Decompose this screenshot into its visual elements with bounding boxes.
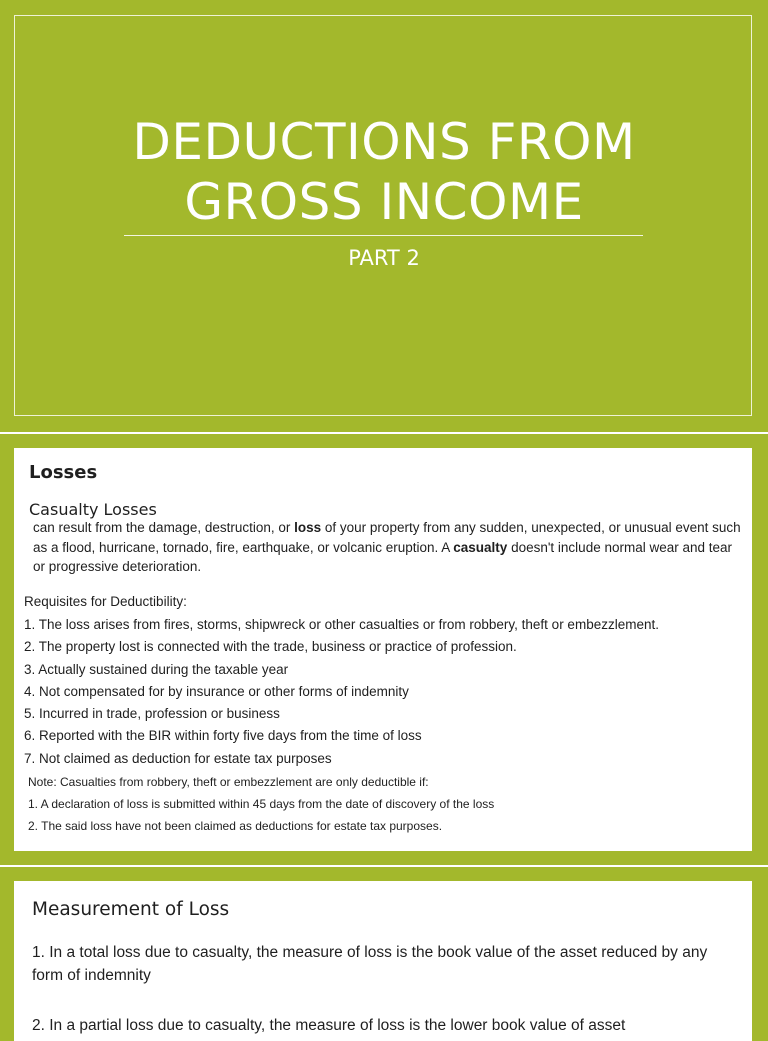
- measurement-item-1: 1. In a total loss due to casualty, the measure of loss is the book value of the asset reduced by any form of indemnity: [32, 944, 708, 984]
- definition-bold-loss: loss: [294, 520, 322, 535]
- casualty-definition: [33, 518, 743, 577]
- slide-separator: [0, 865, 768, 867]
- measurement-slide: [14, 881, 752, 1041]
- casualty-losses-subheading: Casualty Losses: [29, 500, 157, 519]
- slide-title: [0, 112, 768, 232]
- title-divider: [124, 235, 643, 236]
- title-slide: [0, 0, 768, 432]
- losses-heading: Losses: [29, 462, 98, 483]
- slide-subtitle: PART 2: [348, 246, 420, 270]
- definition-bold-casualty: casualty: [453, 539, 508, 555]
- title-line-1: DEDUCTIONS FROM: [132, 113, 636, 171]
- measurement-item-2: 2. In a partial loss due to casualty, the measure of loss is the lower book value of asset: [32, 1017, 626, 1034]
- notes-list: [28, 794, 494, 837]
- requisites-list: [24, 614, 659, 770]
- list-item: 7. Not claimed as deduction for estate tax purposes: [24, 750, 332, 766]
- title-line-2: GROSS INCOME: [184, 173, 584, 231]
- slide-separator: [0, 432, 768, 434]
- list-item: 1. The loss arises from fires, storms, shipwreck or other casualties or from robbery, theft or embezzlement.: [24, 617, 659, 632]
- measurement-heading: Measurement of Loss: [32, 899, 230, 920]
- losses-slide: [14, 448, 752, 851]
- list-item: 2. The said loss have not been claimed as deductions for estate tax purposes.: [28, 818, 443, 833]
- note-heading: Note: Casualties from robbery, theft or embezzlement are only deductible if:: [28, 775, 429, 789]
- definition-text-3: doesn't include normal wear and tear or progressive deterioration.: [33, 539, 733, 574]
- list-item: 2. The property lost is connected with the trade, business or practice of profession.: [24, 639, 517, 655]
- definition-text-1: can result from the damage, destruction, or: [33, 520, 295, 535]
- definition-text-2: of your property from any sudden, unexpected, or unusual event such as a flood, hurricane, tornado, fire, earthquake, or volcanic eruption. A: [33, 520, 741, 555]
- list-item: 5. Incurred in trade, profession or business: [24, 706, 280, 722]
- list-item: 4. Not compensated for by insurance or other forms of indemnity: [24, 683, 409, 699]
- list-item: 6. Reported with the BIR within forty five days from the time of loss: [24, 728, 422, 744]
- list-item: 3. Actually sustained during the taxable year: [24, 661, 289, 677]
- list-item: 1. A declaration of loss is submitted within 45 days from the date of discovery of the loss: [28, 797, 495, 811]
- requisites-heading: Requisites for Deductibility:: [24, 594, 187, 609]
